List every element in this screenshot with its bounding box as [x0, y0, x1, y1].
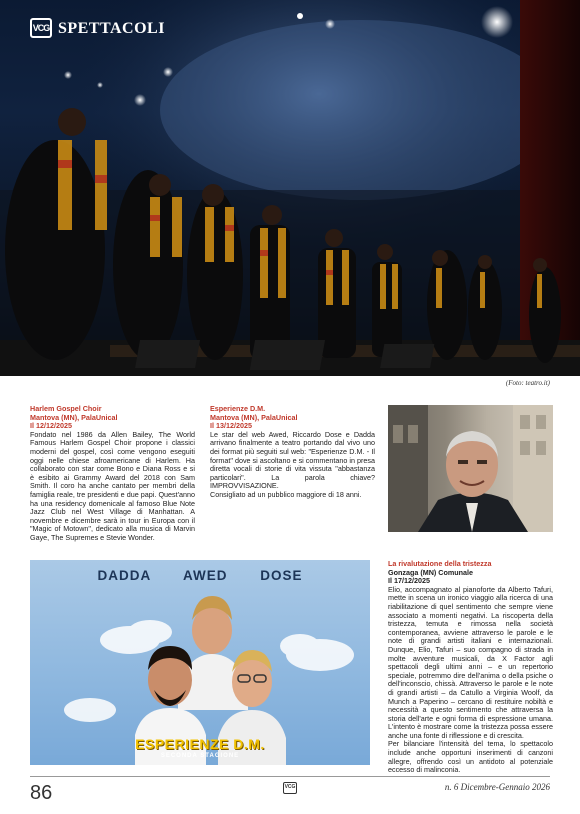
issue-info: n. 6 Dicembre-Gennaio 2026 — [444, 782, 550, 792]
article-title: Esperienze D.M. — [210, 404, 266, 413]
article-date: Il 12/12/2025 — [30, 421, 72, 431]
poster-names: DADDA AWED DOSE — [97, 568, 303, 583]
article-body-note: Per bilanciare l'intensità del tema, lo spettacolo include anche opportuni inserimenti di canzoni allegre, offrendo così un antidoto al potenziale eccesso di malinconia. — [388, 739, 553, 775]
poster-esperienze-dm — [30, 560, 370, 765]
portrait-scene — [388, 405, 553, 532]
magazine-logo: VCG — [30, 18, 52, 38]
article-esperienze-dm — [210, 405, 375, 500]
footer-logo: VCG — [283, 782, 297, 794]
photo-credit: (Foto: teatro.it) — [505, 379, 550, 387]
footer-divider — [30, 776, 550, 777]
article-harlem-gospel-choir — [30, 405, 195, 543]
stage-scene — [0, 0, 580, 376]
poster-subtitle: SECONDA STAGIONE — [160, 753, 240, 759]
article-date: Il 17/12/2025 — [388, 576, 430, 586]
article-body: Elio, accompagnato al pianoforte da Alberto Tafuri, mette in scena un ironico viaggio alla ricerca di una riabilitazione di quel sentimento che sempre viene associato a momenti negativi. La riscoperta della tristezza, temuta e rimossa nella società contemporanea, avviene attraverso le parole e le note di grandi artisti italiani e internazionali. Dunque, Elio, Tafuri – suo compagno di strada in molte avventure musicali, da X Factor agli spettacoli degli ultimi anni – e un repertorio speciale, potremmo dire dell'anima o della psiche o dell'inconscio, chissà. Attraverso le parole e le note di grandi artisti – da Catullo a Virginia Woolf, da Munch a Paperino – cercano di restituire nobiltà e necessità a questo sentimento che attraversa la storia dell'arte e ogni forma di espressione umana. L'intento è mostrare come la tristezza possa essere anche una fonte di riflessione e di crescita. — [388, 584, 553, 740]
article-title: La rivalutazione della tristezza — [388, 559, 492, 568]
article-body: Le star del web Awed, Riccardo Dose e Dadda arrivano finalmente a teatro portando dal vivo uno dei format più seguiti sul web: "Esperienze D.M. - Il format" dove si ascoltano e si commentano in presa diretta vocali di storie di vita vissuta "abbastanza particolari". La parola chiave? IMPROVVISAZIONE. — [210, 429, 375, 491]
article-venue: Mantova (MN), PalaUnical — [210, 412, 298, 422]
article-venue: Mantova (MN), PalaUnical — [30, 412, 118, 422]
article-date: Il 13/12/2025 — [210, 421, 252, 431]
article-rivalutazione-tristezza — [388, 560, 553, 775]
section-title: SPETTACOLI — [58, 20, 165, 37]
page-number: 86 — [30, 782, 53, 804]
article-title: Harlem Gospel Choir — [30, 404, 102, 413]
poster-art — [30, 560, 370, 765]
article-venue: Gonzaga (MN) Comunale — [388, 567, 474, 577]
poster-title: ESPERIENZE D.M. — [135, 736, 265, 752]
article-body-note: Consigliato ad un pubblico maggiore di 18 anni. — [210, 489, 362, 499]
article-body: Fondato nel 1986 da Allen Bailey, The World Famous Harlem Gospel Choir propone i classici moderni del gospel, così come vengono eseguiti oggi nelle chiese afroamericane di Harlem. Ha collaborato con star come Bono e Diana Ross e si è esibito ai Grammy Award del 2018 con Sam Smith. Il coro ha anche cantato per membri della famiglia reale, tre presidenti e due papi. Quest'anno ha una residency domenicale al famoso Blue Note Jazz Club nel West Village di Manhattan. A novembre e dicembre sarà in tour in Europa con il "Magic of Motown", dedicato alla musica di Marvin Gaye, The Supremes e Stevie Wonder. — [30, 429, 195, 542]
hero-photo-gospel-choir — [0, 0, 580, 376]
portrait-photo-elio — [388, 405, 553, 532]
